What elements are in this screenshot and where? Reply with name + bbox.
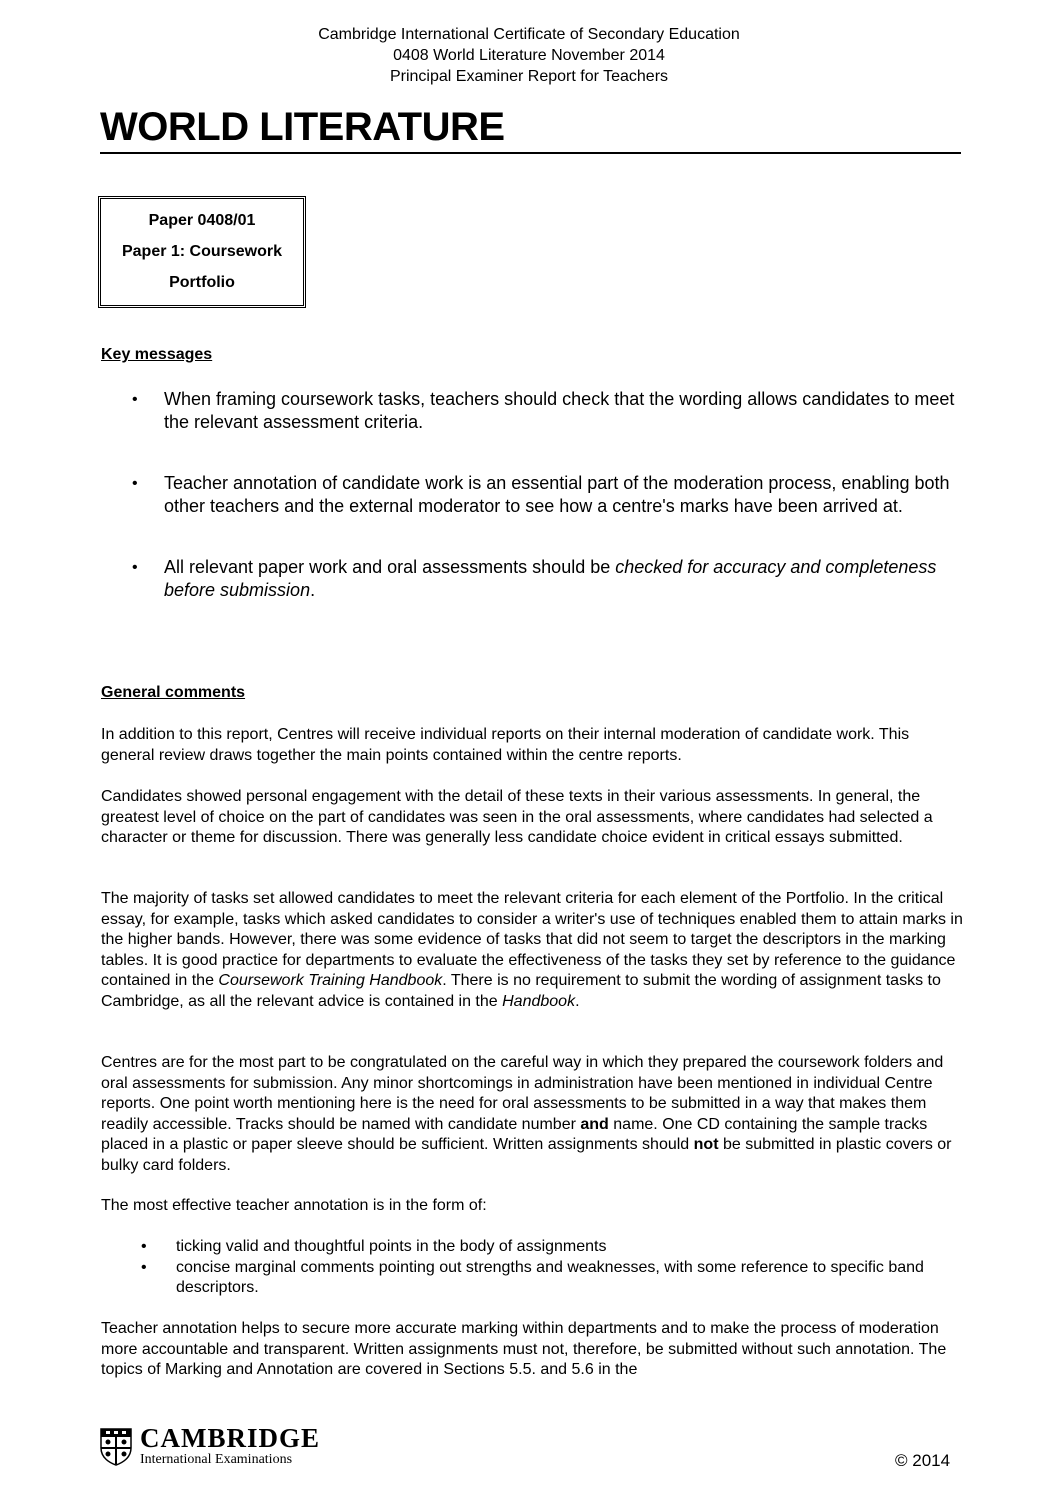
- paper-component: Portfolio: [169, 274, 235, 291]
- logo-wordmark: CAMBRIDGE: [140, 1423, 321, 1453]
- key-messages-list: [100, 388, 960, 640]
- annotation-item-text: concise marginal comments pointing out strengths and weaknesses, with some reference to specific band descriptors.: [176, 1258, 924, 1296]
- list-item: [100, 388, 960, 434]
- emphasis-and: and: [580, 1115, 609, 1133]
- annotation-list: [101, 1237, 963, 1299]
- document-title: WORLD LITERATURE: [100, 105, 505, 149]
- paragraph-6: Teacher annotation helps to secure more accurate marking within departments and to make the process of moderation more accountable and transparent. Written assignments must not, therefore, be submitted without such annotation. The topics of Marking and Annotation are covered in Sections 5.5. and 5.6 in the: [101, 1320, 947, 1378]
- key-message-end: .: [310, 580, 316, 600]
- key-message-text: When framing coursework tasks, teachers should check that the wording allows candidates to meet the relevant assessment criteria.: [164, 389, 955, 432]
- paper-info-box: [98, 196, 306, 308]
- paragraph-4: [101, 1053, 963, 1176]
- paragraph-3-text: . There is no requirement to submit the wording of assignment tasks to Cambridge, as all the relevant advice is contained in the: [101, 972, 941, 1010]
- bullet-icon: •: [132, 559, 138, 576]
- list-item: [100, 556, 960, 602]
- cambridge-shield-icon: [100, 1428, 132, 1466]
- paper-code: Paper 0408/01: [148, 212, 256, 229]
- key-message-emphasis: checked for accuracy and completeness before submission: [164, 557, 937, 600]
- paragraph-4-text: Centres are for the most part to be congratulated on the careful way in which they prepared the coursework folders and oral assessments for submission. Any minor shortcomings in administration have been mentioned in individual Centre reports. One point worth mentioning here is the need for oral assessments to be submitted in a way that makes them readily accessible. Tracks should be named with candidate number: [101, 1054, 944, 1133]
- paragraph-1: In addition to this report, Centres will receive individual reports on their internal moderation of candidate work. This general review draws together the main points contained within the centre reports.: [101, 726, 910, 764]
- title-divider: [100, 152, 961, 154]
- paragraph-3: [101, 889, 963, 1012]
- emphasis-not: not: [693, 1136, 719, 1153]
- handbook-short-title: Handbook: [502, 992, 576, 1010]
- bullet-icon: •: [141, 1258, 147, 1276]
- key-message-text: Teacher annotation of candidate work is an essential part of the moderation process, enabling both other teachers and the external moderator to see how a centre's marks have been arrived at.: [164, 473, 950, 516]
- list-item: [101, 1237, 963, 1258]
- paragraph-3-text: The majority of tasks set allowed candidates to meet the relevant criteria for each element of the Portfolio. In the critical essay, for example, tasks which asked candidates to consider a writer's use of techniques enabled them to attain marks in the higher bands. However, there was some evidence of tasks that did not seem to target the descriptors in the marking tables. It is good practice for departments to evaluate the effectiveness of the tasks they set by reference to the guidance contained in the: [101, 890, 963, 989]
- paragraph-2: Candidates showed personal engagement with the detail of these texts in their various assessments. In general, the greatest level of choice on the part of candidates was seen in the oral assessments, where candidates had selected a character or theme for discussion. There was generally less candidate choice evident in critical essays submitted.: [101, 788, 933, 846]
- bullet-icon: •: [141, 1238, 147, 1255]
- cambridge-logo: [100, 1425, 320, 1468]
- logo-subtitle: International Examinations: [140, 1452, 293, 1467]
- header-line-3: Principal Examiner Report for Teachers: [389, 68, 669, 85]
- bullet-icon: •: [132, 475, 138, 492]
- paragraph-5: The most effective teacher annotation is in the form of:: [101, 1197, 487, 1214]
- general-comments-heading: General comments: [101, 684, 246, 701]
- bullet-icon: •: [132, 391, 138, 408]
- header-line-1: Cambridge International Certificate of Secondary Education: [318, 26, 740, 43]
- paragraph-4-text: name. One CD containing the sample tracks placed in a plastic or paper sleeve should be sufficient. Written assignments should: [101, 1115, 928, 1153]
- key-message-text: All relevant paper work and oral assessments should be: [164, 557, 616, 577]
- header-line-2: 0408 World Literature November 2014: [393, 47, 665, 64]
- list-item: [100, 472, 960, 518]
- paragraph-3-text: .: [575, 992, 580, 1010]
- paragraph-4-text: be submitted in plastic covers or bulky card folders.: [101, 1136, 952, 1174]
- copyright-notice: © 2014: [895, 1451, 951, 1470]
- page-header: [0, 24, 1058, 87]
- list-item: [101, 1258, 963, 1299]
- key-messages-heading: Key messages: [101, 346, 213, 363]
- handbook-title: Coursework Training Handbook: [218, 972, 443, 989]
- annotation-item-text: ticking valid and thoughtful points in the body of assignments: [176, 1238, 607, 1255]
- paper-name: Paper 1: Coursework: [121, 243, 283, 260]
